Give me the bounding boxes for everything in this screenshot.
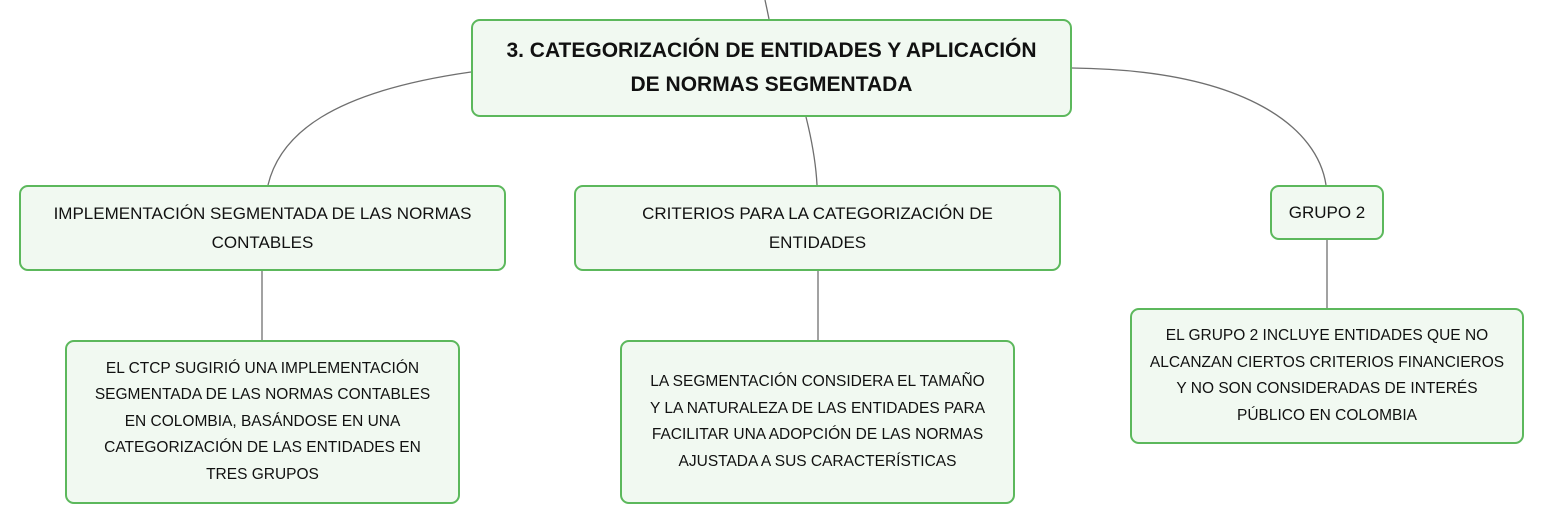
topic-line: IMPLEMENTACIÓN SEGMENTADA DE LAS NORMAS <box>53 204 472 223</box>
subtopic-line: CATEGORIZACIÓN DE LAS ENTIDADES EN <box>104 439 421 457</box>
subtopic-segmentacion-considera[interactable] <box>620 340 1015 504</box>
topic-criterios-categorizacion[interactable] <box>574 185 1061 271</box>
topic-line: CRITERIOS PARA LA CATEGORIZACIÓN DE <box>642 204 993 223</box>
subtopic-text <box>95 356 430 489</box>
connector-root-to-crit <box>806 117 817 185</box>
subtopic-line: PÚBLICO EN COLOMBIA <box>1236 406 1417 424</box>
topic-implementacion-segmentada[interactable] <box>19 185 506 271</box>
root-topic[interactable] <box>471 19 1072 117</box>
connector-incoming-root <box>765 0 769 19</box>
topic-text <box>1289 198 1366 227</box>
connector-root-to-grupo2 <box>1072 68 1326 185</box>
subtopic-line: TRES GRUPOS <box>206 465 319 483</box>
subtopic-line: LA SEGMENTACIÓN CONSIDERA EL TAMAÑO <box>650 373 985 390</box>
root-topic-text <box>506 34 1036 102</box>
subtopic-line: ALCANZAN CIERTOS CRITERIOS FINANCIEROS <box>1149 353 1505 371</box>
subtopic-line: AJUSTADA A SUS CARACTERÍSTICAS <box>678 452 957 470</box>
root-topic-line: 3. CATEGORIZACIÓN DE ENTIDADES Y APLICACIÓN <box>506 39 1037 62</box>
topic-line: GRUPO 2 <box>1288 203 1366 222</box>
root-topic-line: DE NORMAS SEGMENTADA <box>630 73 913 96</box>
subtopic-grupo-2-incluye[interactable] <box>1130 308 1524 444</box>
connector-root-to-impl <box>268 72 471 185</box>
subtopic-text <box>650 369 985 475</box>
topic-line: ENTIDADES <box>768 233 867 252</box>
subtopic-text <box>1150 323 1504 429</box>
subtopic-line: Y LA NATURALEZA DE LAS ENTIDADES PARA <box>649 399 986 417</box>
subtopic-line: EN COLOMBIA, BASÁNDOSE EN UNA <box>124 412 401 430</box>
topic-text <box>642 199 993 257</box>
topic-grupo-2[interactable] <box>1270 185 1384 240</box>
subtopic-line: SEGMENTADA DE LAS NORMAS CONTABLES <box>94 386 431 404</box>
subtopic-line: Y NO SON CONSIDERADAS DE INTERÉS <box>1176 380 1478 397</box>
subtopic-line: FACILITAR UNA ADOPCIÓN DE LAS NORMAS <box>651 426 984 443</box>
subtopic-ctcp-sugirio[interactable] <box>65 340 460 504</box>
subtopic-line: EL GRUPO 2 INCLUYE ENTIDADES QUE NO <box>1165 327 1489 344</box>
topic-line: CONTABLES <box>211 233 314 252</box>
topic-text <box>54 199 472 257</box>
subtopic-line: EL CTCP SUGIRIÓ UNA IMPLEMENTACIÓN <box>105 359 420 377</box>
